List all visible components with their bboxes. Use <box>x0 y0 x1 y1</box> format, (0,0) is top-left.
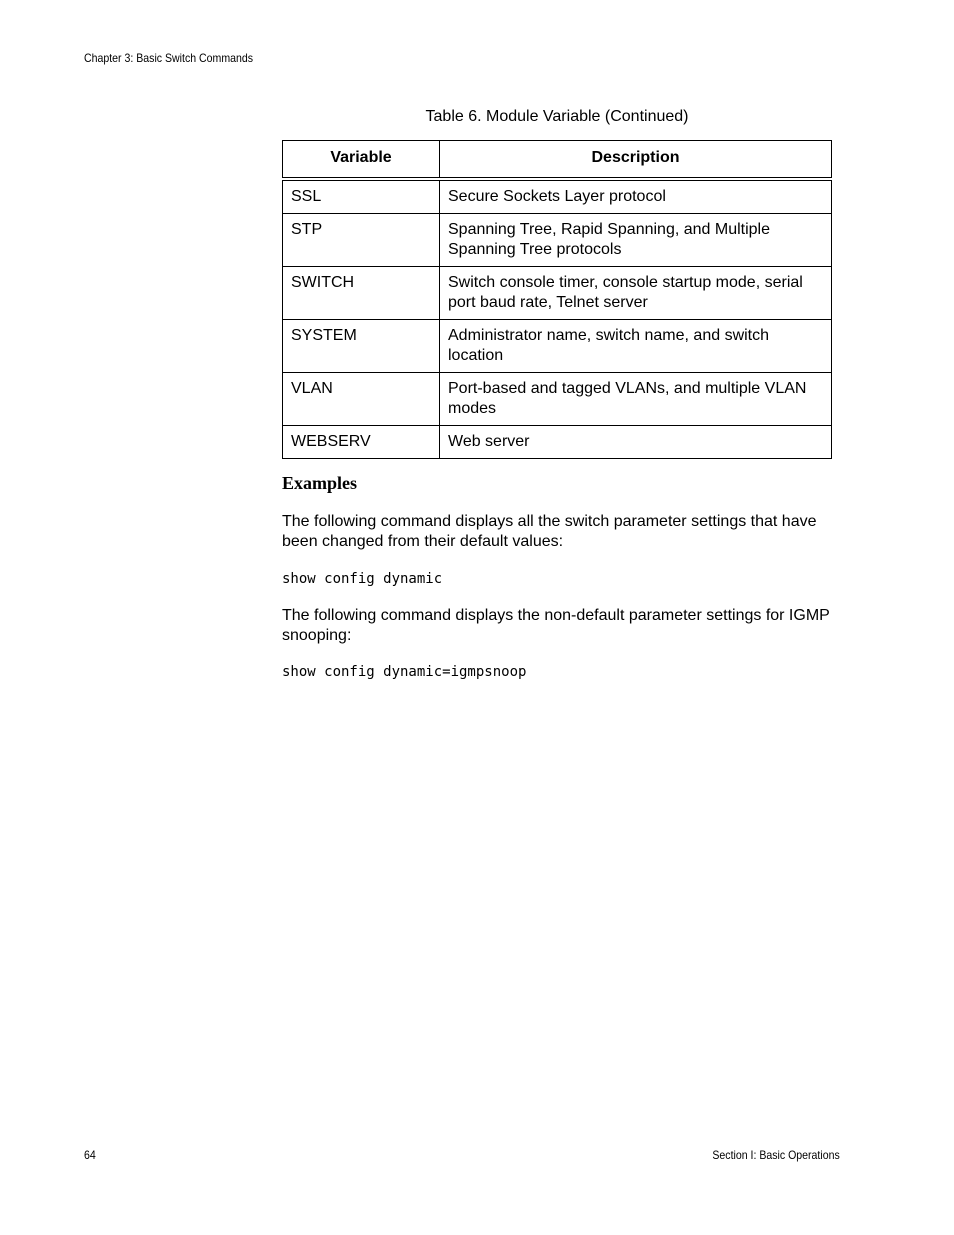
cell-description: Administrator name, switch name, and switch location <box>440 320 832 373</box>
cell-variable: SSL <box>283 179 440 214</box>
running-footer-section: Section I: Basic Operations <box>712 1148 840 1162</box>
column-header-variable: Variable <box>283 141 440 180</box>
cell-description: Secure Sockets Layer protocol <box>440 179 832 214</box>
table-row <box>283 320 832 373</box>
example-code-2: show config dynamic=igmpsnoop <box>282 664 527 680</box>
cell-variable: SYSTEM <box>283 320 440 373</box>
example-code-1: show config dynamic <box>282 571 443 587</box>
table-row <box>283 373 832 426</box>
example-paragraph-1: The following command displays all the switch parameter settings that have been changed from their default values: <box>282 513 817 550</box>
example-paragraph-2: The following command displays the non-default parameter settings for IGMP snooping: <box>282 607 830 644</box>
cell-description: Port-based and tagged VLANs, and multiple VLAN modes <box>440 373 832 426</box>
cell-description: Web server <box>440 426 832 459</box>
cell-description: Switch console timer, console startup mode, serial port baud rate, Telnet server <box>440 267 832 320</box>
cell-variable: VLAN <box>283 373 440 426</box>
cell-variable: WEBSERV <box>283 426 440 459</box>
running-header: Chapter 3: Basic Switch Commands <box>84 51 254 65</box>
table-header-row <box>283 141 832 180</box>
examples-heading: Examples <box>282 473 358 493</box>
table-caption: Table 6. Module Variable (Continued) <box>425 108 689 125</box>
cell-variable: STP <box>283 214 440 267</box>
cell-variable: SWITCH <box>283 267 440 320</box>
module-variable-table <box>282 140 832 459</box>
table-row <box>283 267 832 320</box>
cell-description: Spanning Tree, Rapid Spanning, and Multiple Spanning Tree protocols <box>440 214 832 267</box>
table-row <box>283 214 832 267</box>
table-row <box>283 179 832 214</box>
column-header-description: Description <box>440 141 832 180</box>
page-number: 64 <box>84 1148 96 1162</box>
table-row <box>283 426 832 459</box>
